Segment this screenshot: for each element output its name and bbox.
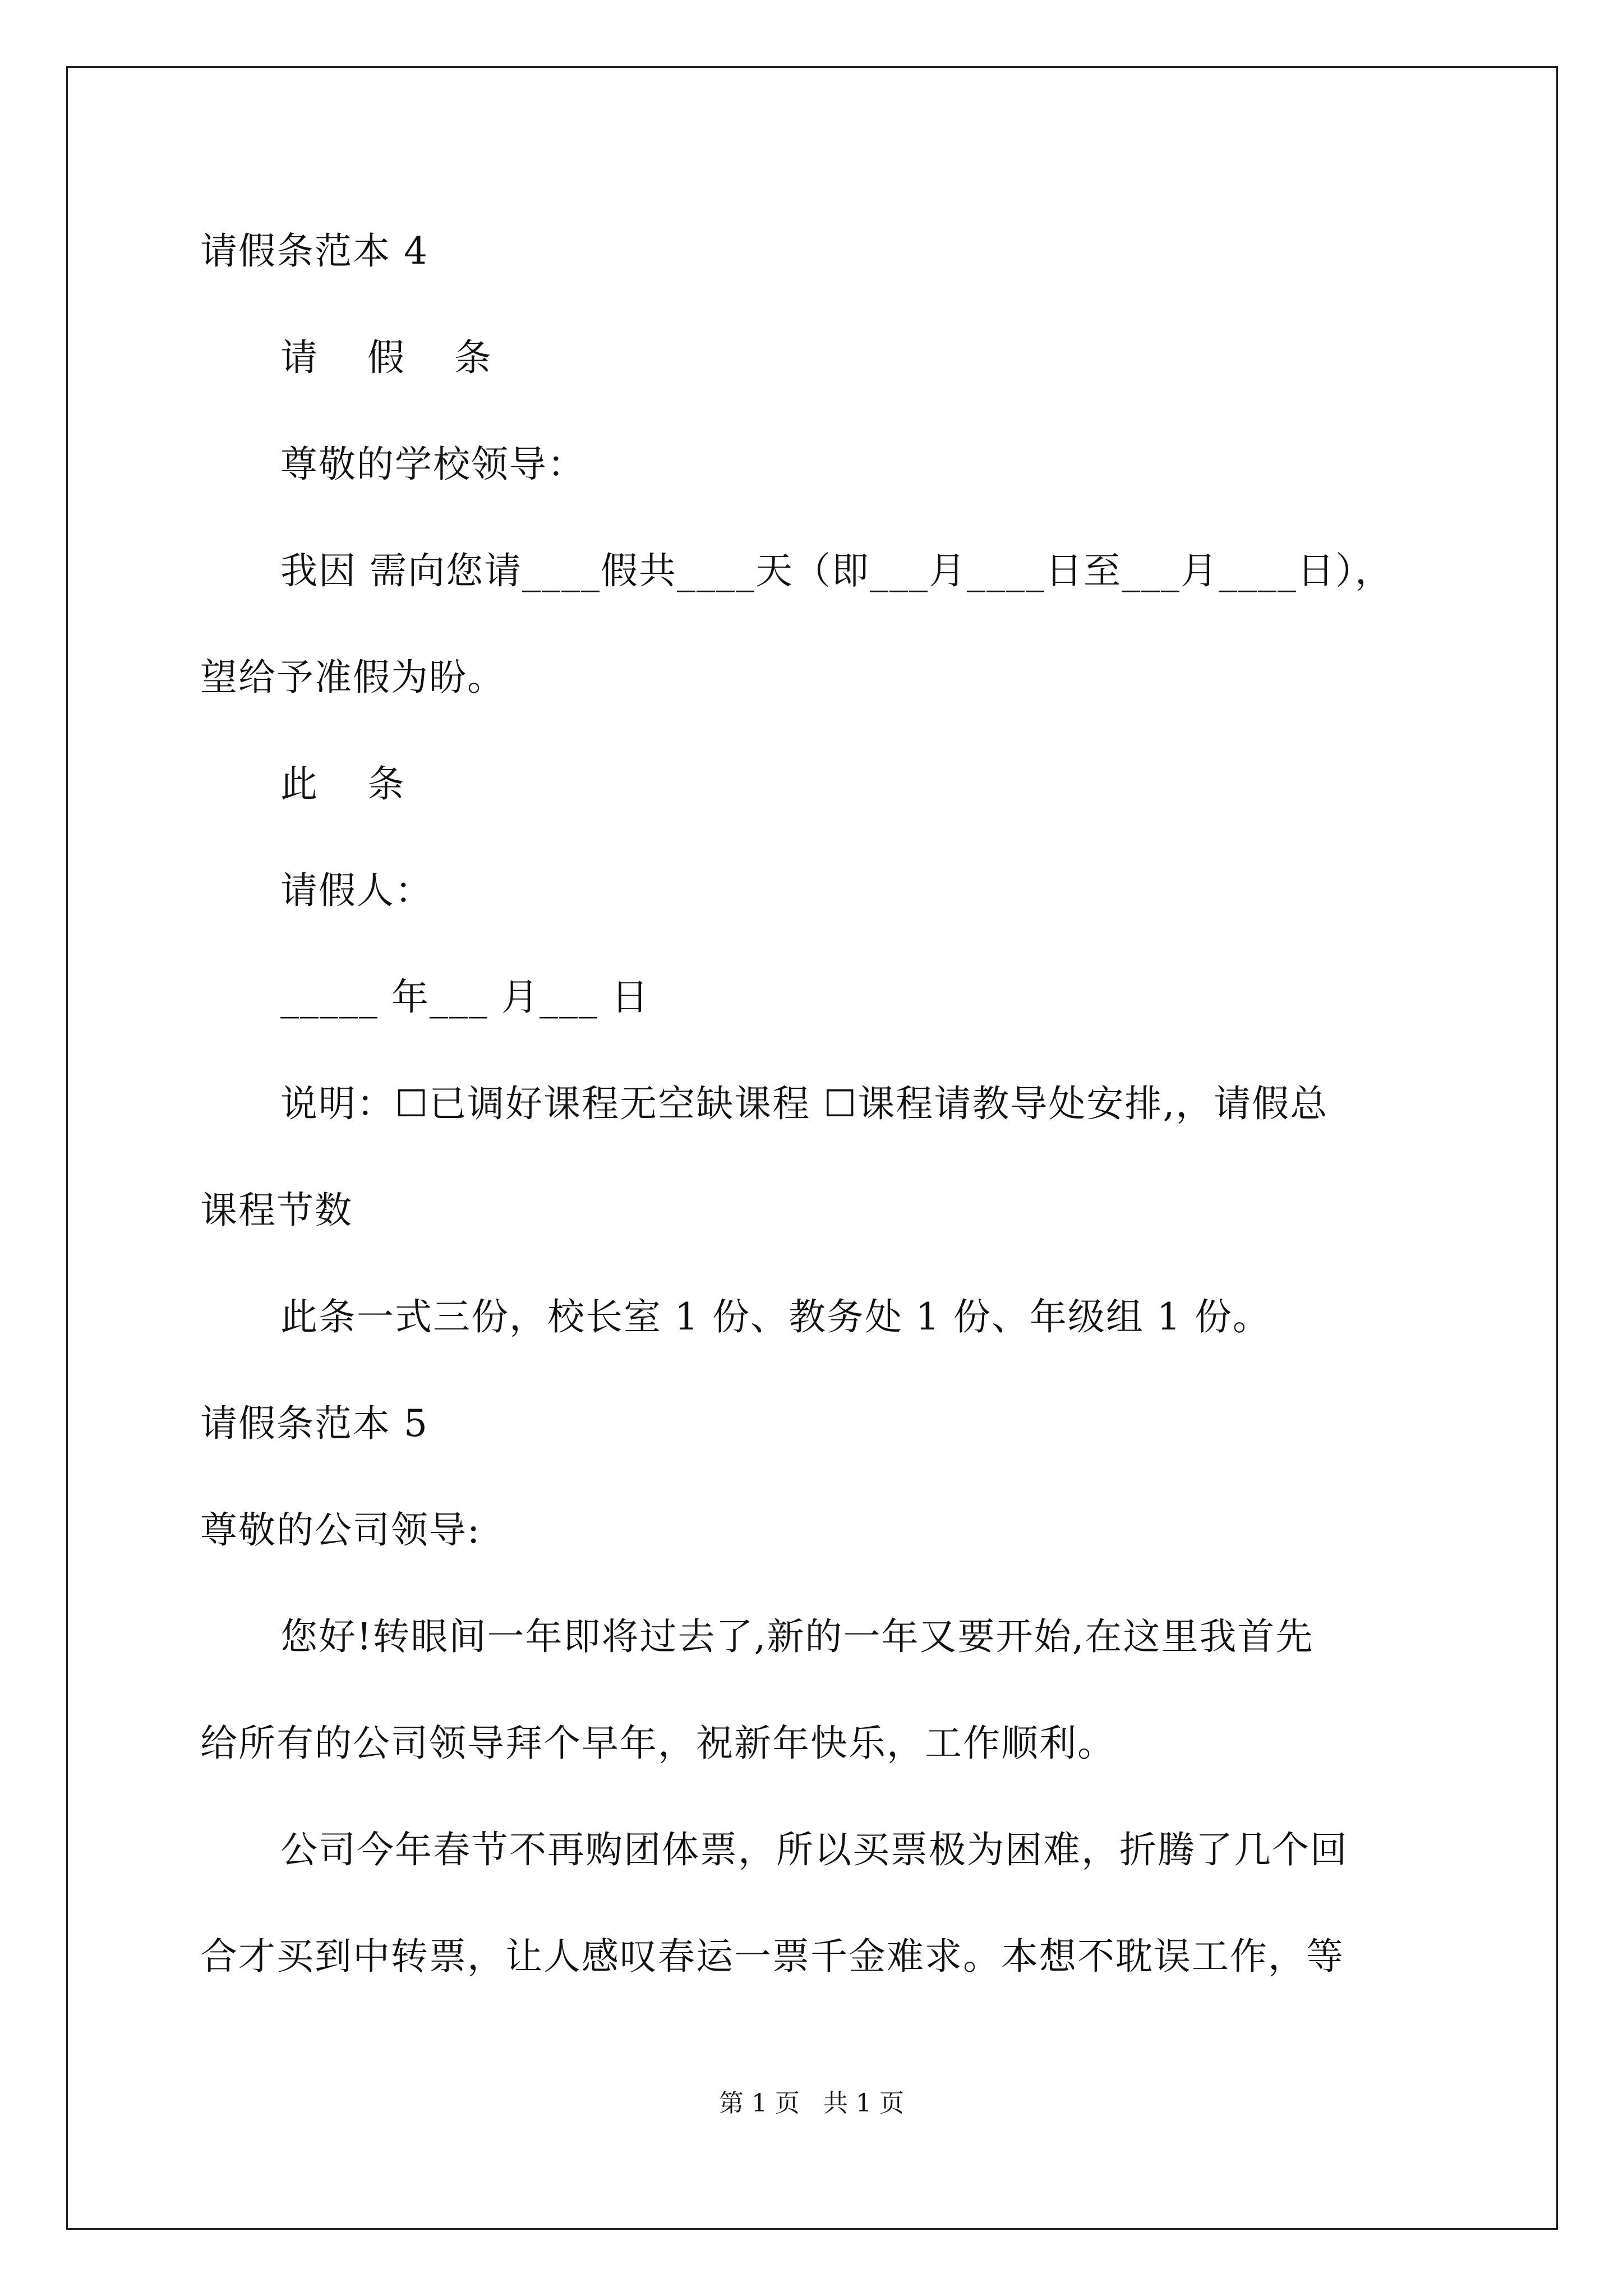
- salutation-school: 尊敬的学校领导：: [280, 443, 585, 486]
- body-line-2: 合才买到中转票，让人感叹春运一票千金难求。本想不耽误工作，等: [200, 1935, 1344, 1978]
- request-body-line-2: 望给予准假为盼。: [200, 656, 505, 699]
- section-title-4: 请假条范本 4: [200, 229, 428, 273]
- greeting-line-2: 给所有的公司领导拜个早年，祝新年快乐，工作顺利。: [200, 1722, 1115, 1765]
- note-line-2: 课程节数: [200, 1189, 353, 1232]
- note-line-1: 说明：☐已调好课程无空缺课程 ☐课程请教导处安排,，请假总: [280, 1082, 1329, 1125]
- body-line-1: 公司今年春节不再购团体票，所以买票极为困难，折腾了几个回: [280, 1828, 1348, 1871]
- greeting-line-1: 您好!转眼间一年即将过去了,新的一年又要开始,在这里我首先: [280, 1615, 1314, 1658]
- request-body-line-1: 我因 需向您请____假共____天（即___月____日至___月____日），: [280, 549, 1393, 592]
- copies-note: 此条一式三份，校长室 1 份、教务处 1 份、年级组 1 份。: [280, 1295, 1271, 1338]
- page-border: [66, 66, 1558, 2230]
- section-title-5: 请假条范本 5: [200, 1402, 428, 1445]
- salutation-company: 尊敬的公司领导:: [200, 1508, 481, 1552]
- applicant-label: 请假人：: [280, 869, 433, 912]
- closing-phrase: 此 条: [280, 762, 423, 806]
- leave-note-heading: 请 假 条: [280, 336, 510, 379]
- page-footer: 第 1 页 共 1 页: [719, 2089, 904, 2118]
- date-line: _____ 年___ 月___ 日: [280, 976, 649, 1019]
